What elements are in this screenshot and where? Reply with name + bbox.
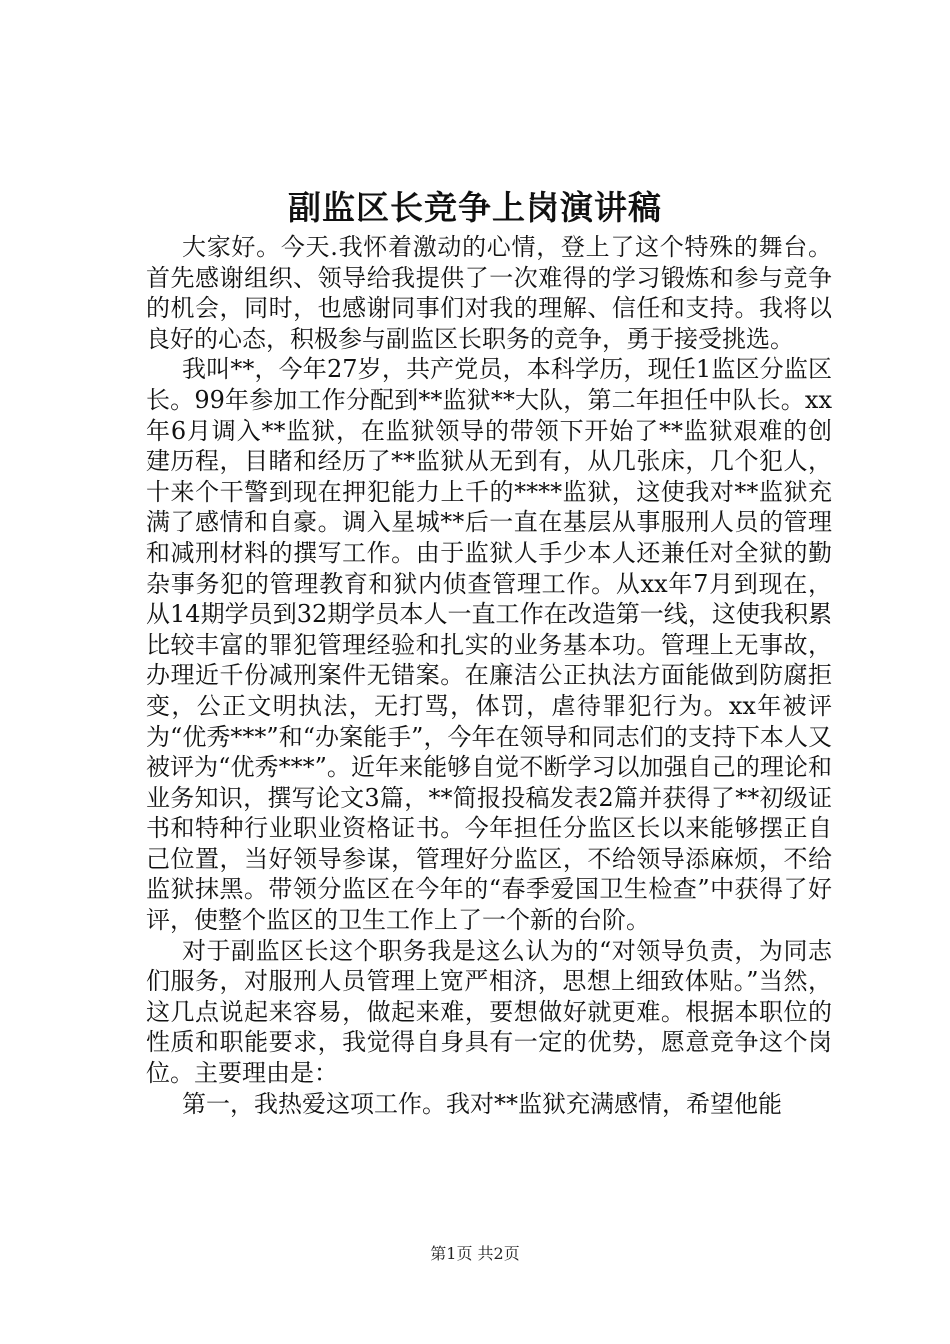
paragraph-greeting: 大家好。今天.我怀着激动的心情，登上了这个特殊的舞台。首先感谢组织、领导给我提供了一次难得的学习锻炼和参与竞争的机会，同时，也感谢同事们对我的理解、信任和支持。我将以良好的心态，积极参与副监区长职务的竞争，勇于接受挑选。 xyxy=(146,233,832,353)
paragraph-self-introduction: 我叫**，今年27岁，共产党员，本科学历，现任1监区分监区长。99年参加工作分配到**监狱**大队，第二年担任中队长。xx年6月调入**监狱，在监狱领导的带领下开始了**监狱艰难的创建历程，目睹和经历了**监狱从无到有，从几张床，几个犯人，十来个干警到现在押犯能力上千的****监狱，这使我对**监狱充满了感情和自豪。调入星城**后一直在基层从事服刑人员的管理和减刑材料的撰写工作。由于监狱人手少本人还兼任对全狱的勤杂事务犯的管理教育和狱内侦查管理工作。从xx年7月到现在，从14期学员到32期学员本人一直工作在改造第一线，这使我积累比较丰富的罪犯管理经验和扎实的业务基本功。管理上无事故，办理近千份减刑案件无错案。在廉洁公正执法方面能做到防腐拒变，公正文明执法，无打骂，体罚，虐待罪犯行为。xx年被评为“优秀***”和“办案能手”，今年在领导和同志们的支持下本人又被评为“优秀***”。近年来能够自觉不断学习以加强自己的理论和业务知识，撰写论文3篇，**简报投稿发表2篇并获得了**初级证书和特种行业职业资格证书。今年担任分监区长以来能够摆正自己位置，当好领导参谋，管理好分监区，不给领导添麻烦，不给监狱抹黑。带领分监区在今年的“春季爱国卫生检查”中获得了好评，使整个监区的卫生工作上了一个新的台阶。 xyxy=(146,355,832,935)
page-footer: 第1页 共2页 xyxy=(430,1244,520,1263)
paragraph-position-understanding: 对于副监区长这个职务我是这么认为的“对领导负责，为同志们服务，对服刑人员管理上宽严相济，思想上细致体贴。”当然，这几点说起来容易，做起来难，要想做好就更难。根据本职位的性质和职能要求，我觉得自身具有一定的优势，愿意竞争这个岗位。主要理由是： xyxy=(146,936,832,1088)
document-title: 副监区长竞争上岗演讲稿 xyxy=(288,188,662,227)
document-body xyxy=(146,232,832,1119)
paragraph-reason-first: 第一，我热爱这项工作。我对**监狱充满感情，希望他能 xyxy=(182,1089,782,1118)
